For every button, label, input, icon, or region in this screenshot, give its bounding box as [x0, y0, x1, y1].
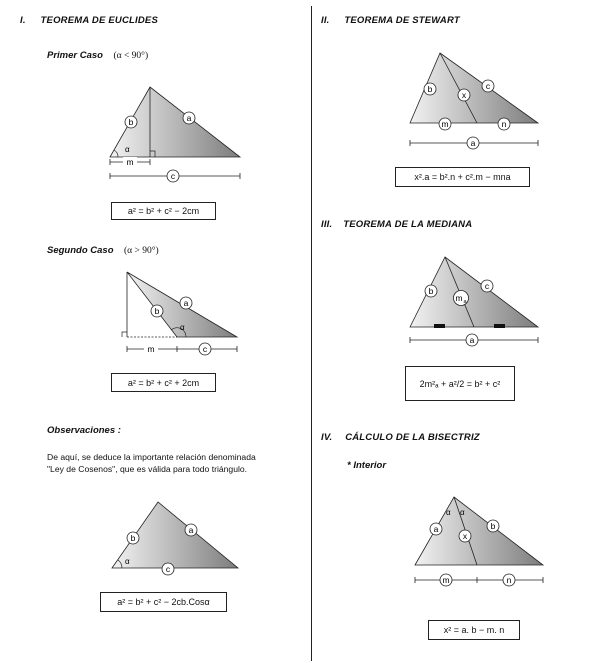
side-c-label: c	[484, 281, 490, 291]
law-of-cosines-formula: a² = b² + c² − 2cb.Cosα	[100, 592, 227, 612]
case-1-heading	[47, 45, 148, 63]
side-b-label: b	[490, 521, 496, 531]
section-3-title: TEOREMA DE LA MEDIANA	[343, 219, 473, 230]
side-c-label: c	[165, 564, 171, 574]
segment-n-label: n	[506, 575, 512, 585]
side-b-label: b	[427, 84, 433, 94]
alpha-label: α	[125, 557, 130, 566]
equal-segment-mark-right	[494, 324, 505, 328]
median-ma-label: m	[455, 293, 463, 303]
column-divider	[311, 6, 312, 661]
case-2-heading	[47, 240, 159, 258]
cevian-x-label: x	[461, 90, 467, 100]
bisector-x-label: x	[462, 531, 468, 541]
observations-line-1: De aquí, se deduce la importante relación denominada	[47, 452, 256, 462]
stewart-formula: x².a = b².n + c².m − mna	[395, 167, 530, 187]
section-2-number: II.	[321, 15, 330, 26]
side-b-label: b	[128, 117, 134, 127]
m-label: m	[126, 157, 134, 167]
median-figure	[400, 253, 550, 353]
section-1-title: TEOREMA DE EUCLIDES	[40, 15, 158, 26]
side-a-label: a	[188, 525, 194, 535]
alpha-1-label: α	[446, 508, 451, 517]
section-2-title: TEOREMA DE STEWART	[344, 15, 460, 26]
side-a-label: a	[469, 335, 475, 345]
median-formula: 2m²ₐ + a²/2 = b² + c²	[405, 366, 515, 401]
section-1-heading	[20, 15, 158, 26]
euclid-case-2-figure	[100, 262, 250, 362]
euclid-case-1-figure	[100, 82, 250, 184]
segment-m-label: m	[441, 119, 449, 129]
section-4-title: CÁLCULO DE LA BISECTRIZ	[345, 432, 480, 443]
bisector-formula: x² = a. b − m. n	[428, 620, 520, 640]
section-2-heading	[321, 15, 460, 26]
observations-text	[47, 451, 307, 475]
side-b-label: b	[428, 286, 434, 296]
alpha-label: α	[125, 145, 130, 154]
segment-n-label: n	[501, 119, 507, 129]
side-c-label: c	[202, 344, 208, 354]
right-angle-mark	[122, 332, 127, 337]
section-4-number: IV.	[321, 432, 333, 443]
segment-m-label: m	[442, 575, 450, 585]
section-3-heading	[321, 219, 472, 230]
section-4-heading	[321, 432, 480, 443]
equal-segment-mark-left	[434, 324, 445, 328]
side-b-label: b	[154, 306, 160, 316]
bisector-figure	[405, 492, 555, 590]
m-label: m	[147, 344, 155, 354]
interior-subtitle: * Interior	[347, 460, 387, 471]
side-a-label: a	[470, 138, 476, 148]
case-1-condition: (α < 90°)	[113, 51, 149, 61]
side-a-label: a	[186, 113, 192, 123]
side-a-label: a	[433, 524, 439, 534]
median-ma-subscript: a	[463, 299, 467, 305]
side-b-label: b	[130, 533, 136, 543]
alpha-2-label: α	[460, 508, 465, 517]
law-of-cosines-figure	[100, 496, 250, 580]
section-1-number: I.	[20, 15, 26, 26]
case-1-title: Primer Caso	[47, 50, 103, 61]
section-3-number: III.	[321, 219, 333, 230]
case-2-condition: (α > 90°)	[123, 246, 159, 256]
side-c-label: c	[170, 171, 176, 181]
euclid-case-2-formula: a² = b² + c² + 2cm	[111, 373, 216, 392]
side-c-label: c	[485, 81, 491, 91]
observations-title: Observaciones :	[47, 425, 121, 436]
observations-line-2: "Ley de Cosenos", que es válida para todo triángulo.	[47, 464, 248, 474]
stewart-figure	[400, 48, 550, 156]
case-2-title: Segundo Caso	[47, 245, 114, 256]
side-a-label: a	[183, 298, 189, 308]
alpha-label: α	[180, 323, 185, 332]
euclid-case-1-formula: a² = b² + c² − 2cm	[111, 202, 216, 220]
